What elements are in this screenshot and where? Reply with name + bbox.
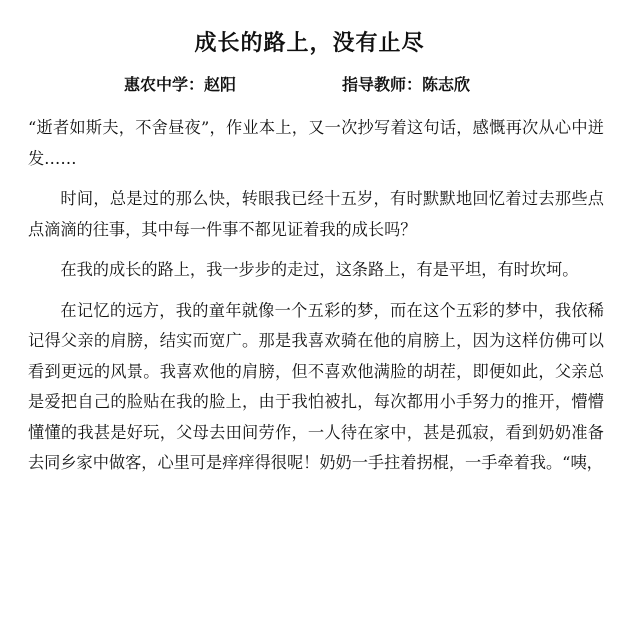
document-title: 成长的路上，没有止尽 [194, 31, 425, 56]
author-line: 惠农中学：赵阳 [124, 75, 237, 94]
document-body [28, 113, 604, 489]
paragraph-2: 时间，总是过的那么快，转眼我已经十五岁，有时默默地回忆着过去那些点点滴滴的往事，其中每一件事不都见证着我的成长吗？ [28, 189, 604, 239]
paragraph-1: “逝者如斯夫，不舍昼夜”，作业本上，又一次抄写着这句话，感慨再次从心中迸发…… [28, 118, 604, 168]
paragraph-3: 在我的成长的路上，我一步步的走过，这条路上，有是平坦，有时坎坷。 [60, 260, 579, 279]
paragraph-4: 在记忆的远方，我的童年就像一个五彩的梦，而在这个五彩的梦中，我依稀记得父亲的肩膀，结实而宽广。那是我喜欢骑在他的肩膀上，因为这样仿佛可以看到更远的风景。我喜欢他的肩膀，但不喜欢他满脸的胡茬，即便如此，父亲总是爱把自己的脸贴在我的脸上，由于我怕被扎，每次都用小手努力的推开，懵懵懂懂的我甚是好玩，父母去田间劳作，一人待在家中，甚是孤寂，看到奶奶准备去同乡家中做客，心里可是痒痒得很呢！奶奶一手拄着拐棍，一手牵着我。“咦， [28, 300, 604, 472]
teacher-line: 指导教师：陈志欣 [342, 75, 471, 94]
